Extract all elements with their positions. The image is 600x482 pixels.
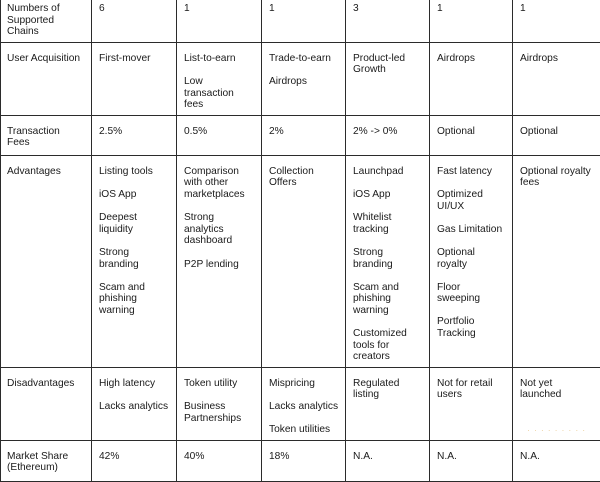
row-market-share <box>1 440 600 481</box>
cell-text: 3 <box>353 3 423 15</box>
cell-text: Optional royalty fees <box>520 166 594 189</box>
row-advantages <box>1 155 600 367</box>
cell-text: Listing tools <box>99 166 170 178</box>
table-cell <box>346 155 430 367</box>
table-body <box>1 0 600 481</box>
cell-text: Deepest liquidity <box>99 212 170 235</box>
table-cell <box>92 440 177 481</box>
cell-text: 40% <box>184 451 255 463</box>
cell-text: First-mover <box>99 53 170 65</box>
cell-text: Floor sweeping <box>437 282 506 305</box>
table-cell <box>177 42 262 115</box>
cell-text: Not yet launched <box>520 378 594 401</box>
table-cell <box>262 42 346 115</box>
table-cell <box>177 367 262 440</box>
cell-text: Collection Offers <box>269 166 339 189</box>
cell-text: 1 <box>520 3 594 15</box>
row-label <box>1 115 92 155</box>
row-label <box>1 155 92 367</box>
cell-text: Strong branding <box>353 247 423 270</box>
cell-text: Optional royalty <box>437 247 506 270</box>
table-cell <box>177 155 262 367</box>
cell-text: 6 <box>99 3 170 15</box>
table-cell <box>513 42 600 115</box>
cell-text: Optional <box>520 126 594 138</box>
row-supported-chains <box>1 0 600 42</box>
cell-text: iOS App <box>353 189 423 201</box>
cell-text: N.A. <box>520 451 594 463</box>
cell-text: N.A. <box>437 451 506 463</box>
row-label-text: Market Share (Ethereum) <box>7 451 68 474</box>
cell-text: Token utility <box>184 378 255 390</box>
cell-text: Portfolio Tracking <box>437 316 506 339</box>
cell-text: Lacks analytics <box>269 401 339 413</box>
cell-text: 18% <box>269 451 339 463</box>
table-cell <box>430 0 513 42</box>
watermark-logo: · · · · · · · · · <box>527 426 586 435</box>
table-cell <box>430 155 513 367</box>
table-cell <box>513 115 600 155</box>
cell-text: Low transaction fees <box>184 76 255 111</box>
table-cell <box>177 0 262 42</box>
table-cell <box>262 440 346 481</box>
cell-text: Optional <box>437 126 506 138</box>
cell-text: Optimized UI/UX <box>437 189 506 212</box>
table-cell <box>262 0 346 42</box>
row-label-text: User Acquisition <box>7 53 80 64</box>
table-cell <box>92 115 177 155</box>
table-cell <box>346 115 430 155</box>
cell-text: Customized tools for creators <box>353 328 423 363</box>
cell-text: Business Partnerships <box>184 401 255 424</box>
cell-text: Strong analytics dashboard <box>184 212 255 247</box>
cell-text: Strong branding <box>99 247 170 270</box>
row-label <box>1 0 92 42</box>
cell-text: Launchpad <box>353 166 423 178</box>
cell-text: Whitelist tracking <box>353 212 423 235</box>
table-cell <box>513 0 600 42</box>
table-cell <box>177 440 262 481</box>
cell-text: Mispricing <box>269 378 339 390</box>
table-cell <box>346 367 430 440</box>
table-cell <box>346 0 430 42</box>
cell-text: P2P lending <box>184 259 255 271</box>
cell-text: 0.5% <box>184 126 255 138</box>
table-cell <box>262 115 346 155</box>
table-cell <box>262 155 346 367</box>
cell-text: Token utilities <box>269 424 339 436</box>
table-cell <box>92 155 177 367</box>
cell-text: 1 <box>437 3 506 15</box>
cell-text: iOS App <box>99 189 170 201</box>
cell-text: Scam and phishing warning <box>99 282 170 317</box>
cell-text: Airdrops <box>520 53 594 65</box>
cell-text: 2.5% <box>99 126 170 138</box>
cell-text: Trade-to-earn <box>269 53 339 65</box>
cell-text: Scam and phishing warning <box>353 282 423 317</box>
cell-text: Airdrops <box>269 76 339 88</box>
cell-text: N.A. <box>353 451 423 463</box>
cell-text: High latency <box>99 378 170 390</box>
cell-text: Not for retail users <box>437 378 506 401</box>
cell-text: Airdrops <box>437 53 506 65</box>
table-cell <box>346 440 430 481</box>
row-user-acquisition <box>1 42 600 115</box>
cell-text: 2% -> 0% <box>353 126 423 138</box>
cell-text: 42% <box>99 451 170 463</box>
cell-text: Gas Limitation <box>437 224 506 236</box>
row-disadvantages <box>1 367 600 440</box>
cell-text: Comparison with other marketplaces <box>184 166 255 201</box>
table-cell <box>430 115 513 155</box>
row-label-text: Disadvantages <box>7 378 74 389</box>
row-transaction-fees <box>1 115 600 155</box>
table-cell <box>513 440 600 481</box>
cell-text: 2% <box>269 126 339 138</box>
cell-text: 1 <box>269 3 339 15</box>
row-label-text: Numbers of Supported Chains <box>7 3 60 37</box>
table-cell <box>92 42 177 115</box>
cell-text: Regulated listing <box>353 378 423 401</box>
table-cell <box>430 367 513 440</box>
cell-text: Product-led Growth <box>353 53 423 76</box>
table-cell <box>346 42 430 115</box>
row-label-text: Transaction Fees <box>7 126 60 149</box>
cell-text: Fast latency <box>437 166 506 178</box>
cell-text: 1 <box>184 3 255 15</box>
table-cell <box>430 440 513 481</box>
table-cell <box>430 42 513 115</box>
table-cell <box>513 155 600 367</box>
row-label <box>1 440 92 481</box>
row-label <box>1 367 92 440</box>
row-label <box>1 42 92 115</box>
table-cell <box>177 115 262 155</box>
row-label-text: Advantages <box>7 166 61 177</box>
cell-text: List-to-earn <box>184 53 255 65</box>
table-cell <box>262 367 346 440</box>
table-cell <box>92 367 177 440</box>
cell-text: Lacks analytics <box>99 401 170 413</box>
table-cell <box>92 0 177 42</box>
